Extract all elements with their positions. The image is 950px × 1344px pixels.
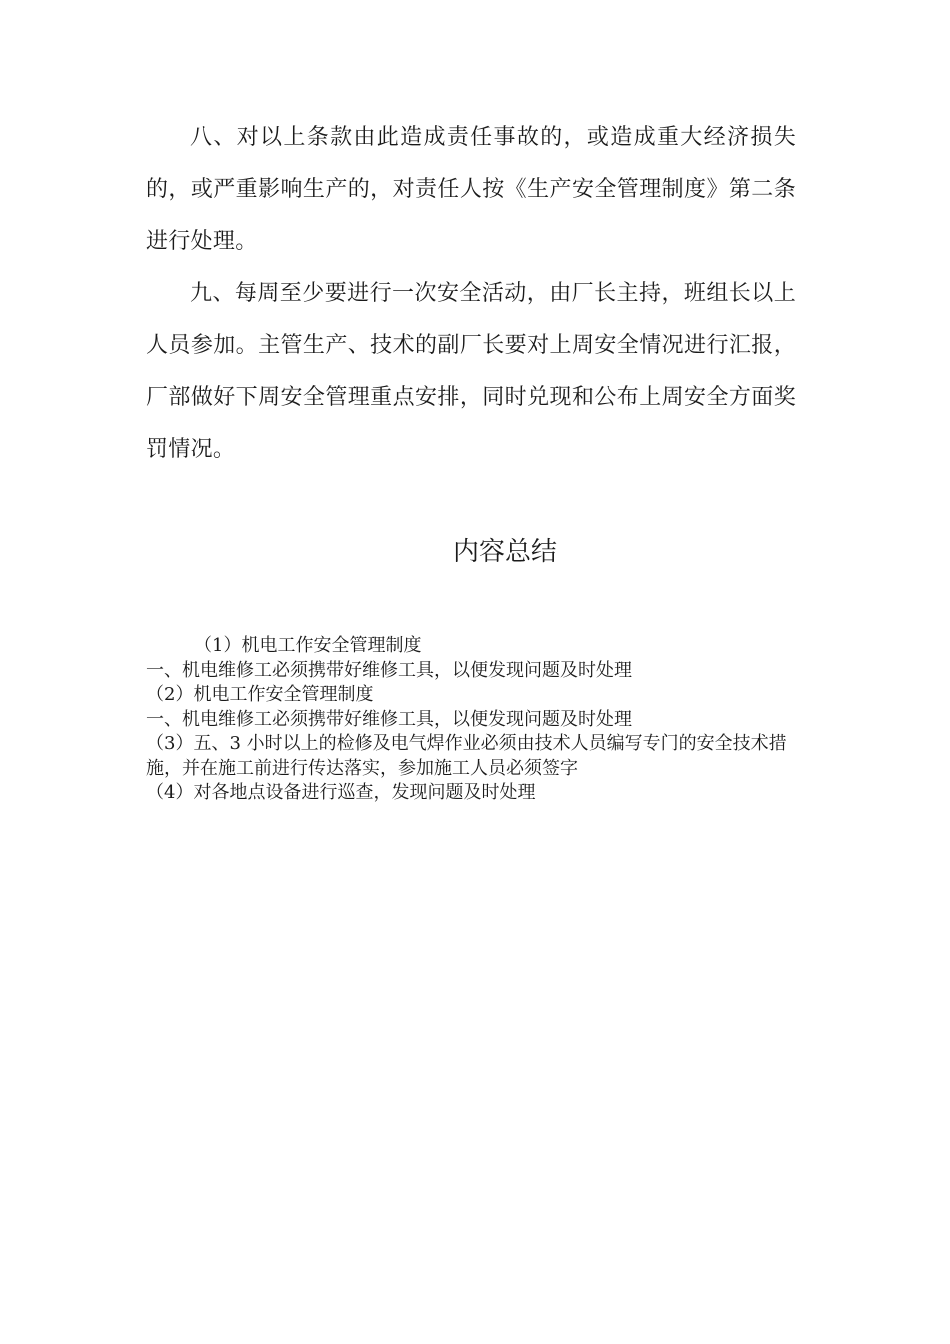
main-text (146, 112, 796, 476)
summary-line: （3）五、3 小时以上的检修及电气焊作业必须由技术人员编写专门的安全技术措施，并在施工前进行传达落实，参加施工人员必须签字 (146, 733, 787, 779)
paragraph-eight: 八、对以上条款由此造成责任事故的，或造成重大经济损失的，或严重影响生产的，对责任人按《生产安全管理制度》第二条进行处理。 (146, 125, 796, 254)
summary-title: 内容总结 (452, 537, 557, 567)
summary-line: 一、机电维修工必须携带好维修工具，以便发现问题及时处理 (146, 659, 632, 681)
summary-line: （2）机电工作安全管理制度 (146, 684, 374, 705)
summary-line: （4）对各地点设备进行巡查，发现问题及时处理 (146, 782, 536, 803)
summary-line: 一、机电维修工必须携带好维修工具，以便发现问题及时处理 (146, 708, 632, 730)
summary-body (146, 634, 796, 806)
paragraph-nine: 九、每周至少要进行一次安全活动，由厂长主持，班组长以上人员参加。主管生产、技术的副厂长要对上周安全情况进行汇报，厂部做好下周安全管理重点安排，同时兑现和公布上周安全方面奖罚情况。 (146, 281, 796, 462)
summary-line: （1）机电工作安全管理制度 (194, 635, 422, 656)
